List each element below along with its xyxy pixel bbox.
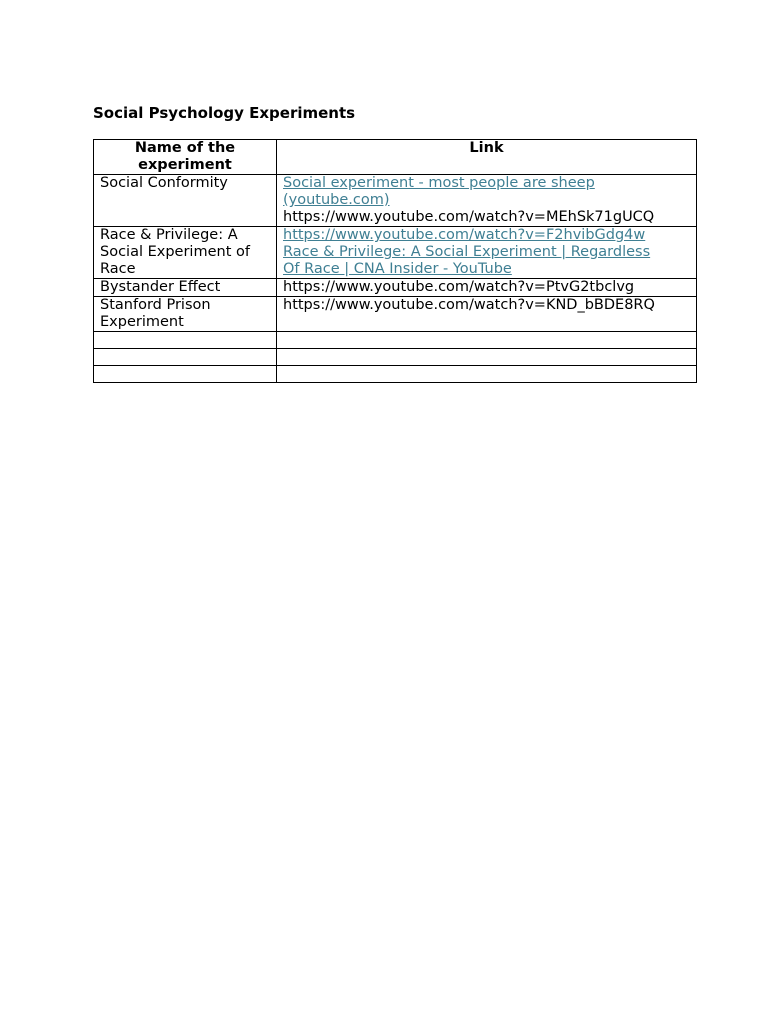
link-cell (277, 297, 697, 332)
table-header-row (94, 140, 697, 175)
table-row (94, 175, 697, 227)
header-name: Name of the experiment (94, 140, 277, 175)
video-link[interactable]: Of Race | CNA Insider - YouTube (283, 261, 512, 277)
video-url: https://www.youtube.com/watch?v=PtvG2tbclvg (283, 279, 635, 295)
empty-cell (94, 366, 277, 383)
table-row (94, 297, 697, 332)
experiment-name: Bystander Effect (94, 279, 277, 297)
empty-table-row (94, 349, 697, 366)
video-url: https://www.youtube.com/watch?v=KND_bBDE8RQ (283, 297, 655, 313)
header-link: Link (277, 140, 697, 175)
empty-cell (277, 366, 697, 383)
table-row (94, 227, 697, 279)
video-link[interactable]: (youtube.com) (283, 192, 390, 208)
experiments-table (93, 139, 697, 383)
link-cell (277, 227, 697, 279)
video-url: https://www.youtube.com/watch?v=MEhSk71gUCQ (283, 209, 655, 225)
empty-cell (94, 349, 277, 366)
empty-cell (277, 349, 697, 366)
empty-table-row (94, 366, 697, 383)
empty-table-row (94, 332, 697, 349)
empty-cell (94, 332, 277, 349)
experiment-name: Race & Privilege: A Social Experiment of Race (94, 227, 277, 279)
page-title: Social Psychology Experiments (93, 104, 356, 122)
experiment-name: Social Conformity (94, 175, 277, 227)
empty-cell (277, 332, 697, 349)
link-cell (277, 175, 697, 227)
video-link[interactable]: Social experiment - most people are sheep (283, 175, 595, 191)
video-link[interactable]: Race & Privilege: A Social Experiment | Regardless (283, 244, 651, 260)
experiment-name: Stanford Prison Experiment (94, 297, 277, 332)
table-row (94, 279, 697, 297)
link-cell (277, 279, 697, 297)
video-link[interactable]: https://www.youtube.com/watch?v=F2hvibGdg4w (283, 227, 646, 243)
